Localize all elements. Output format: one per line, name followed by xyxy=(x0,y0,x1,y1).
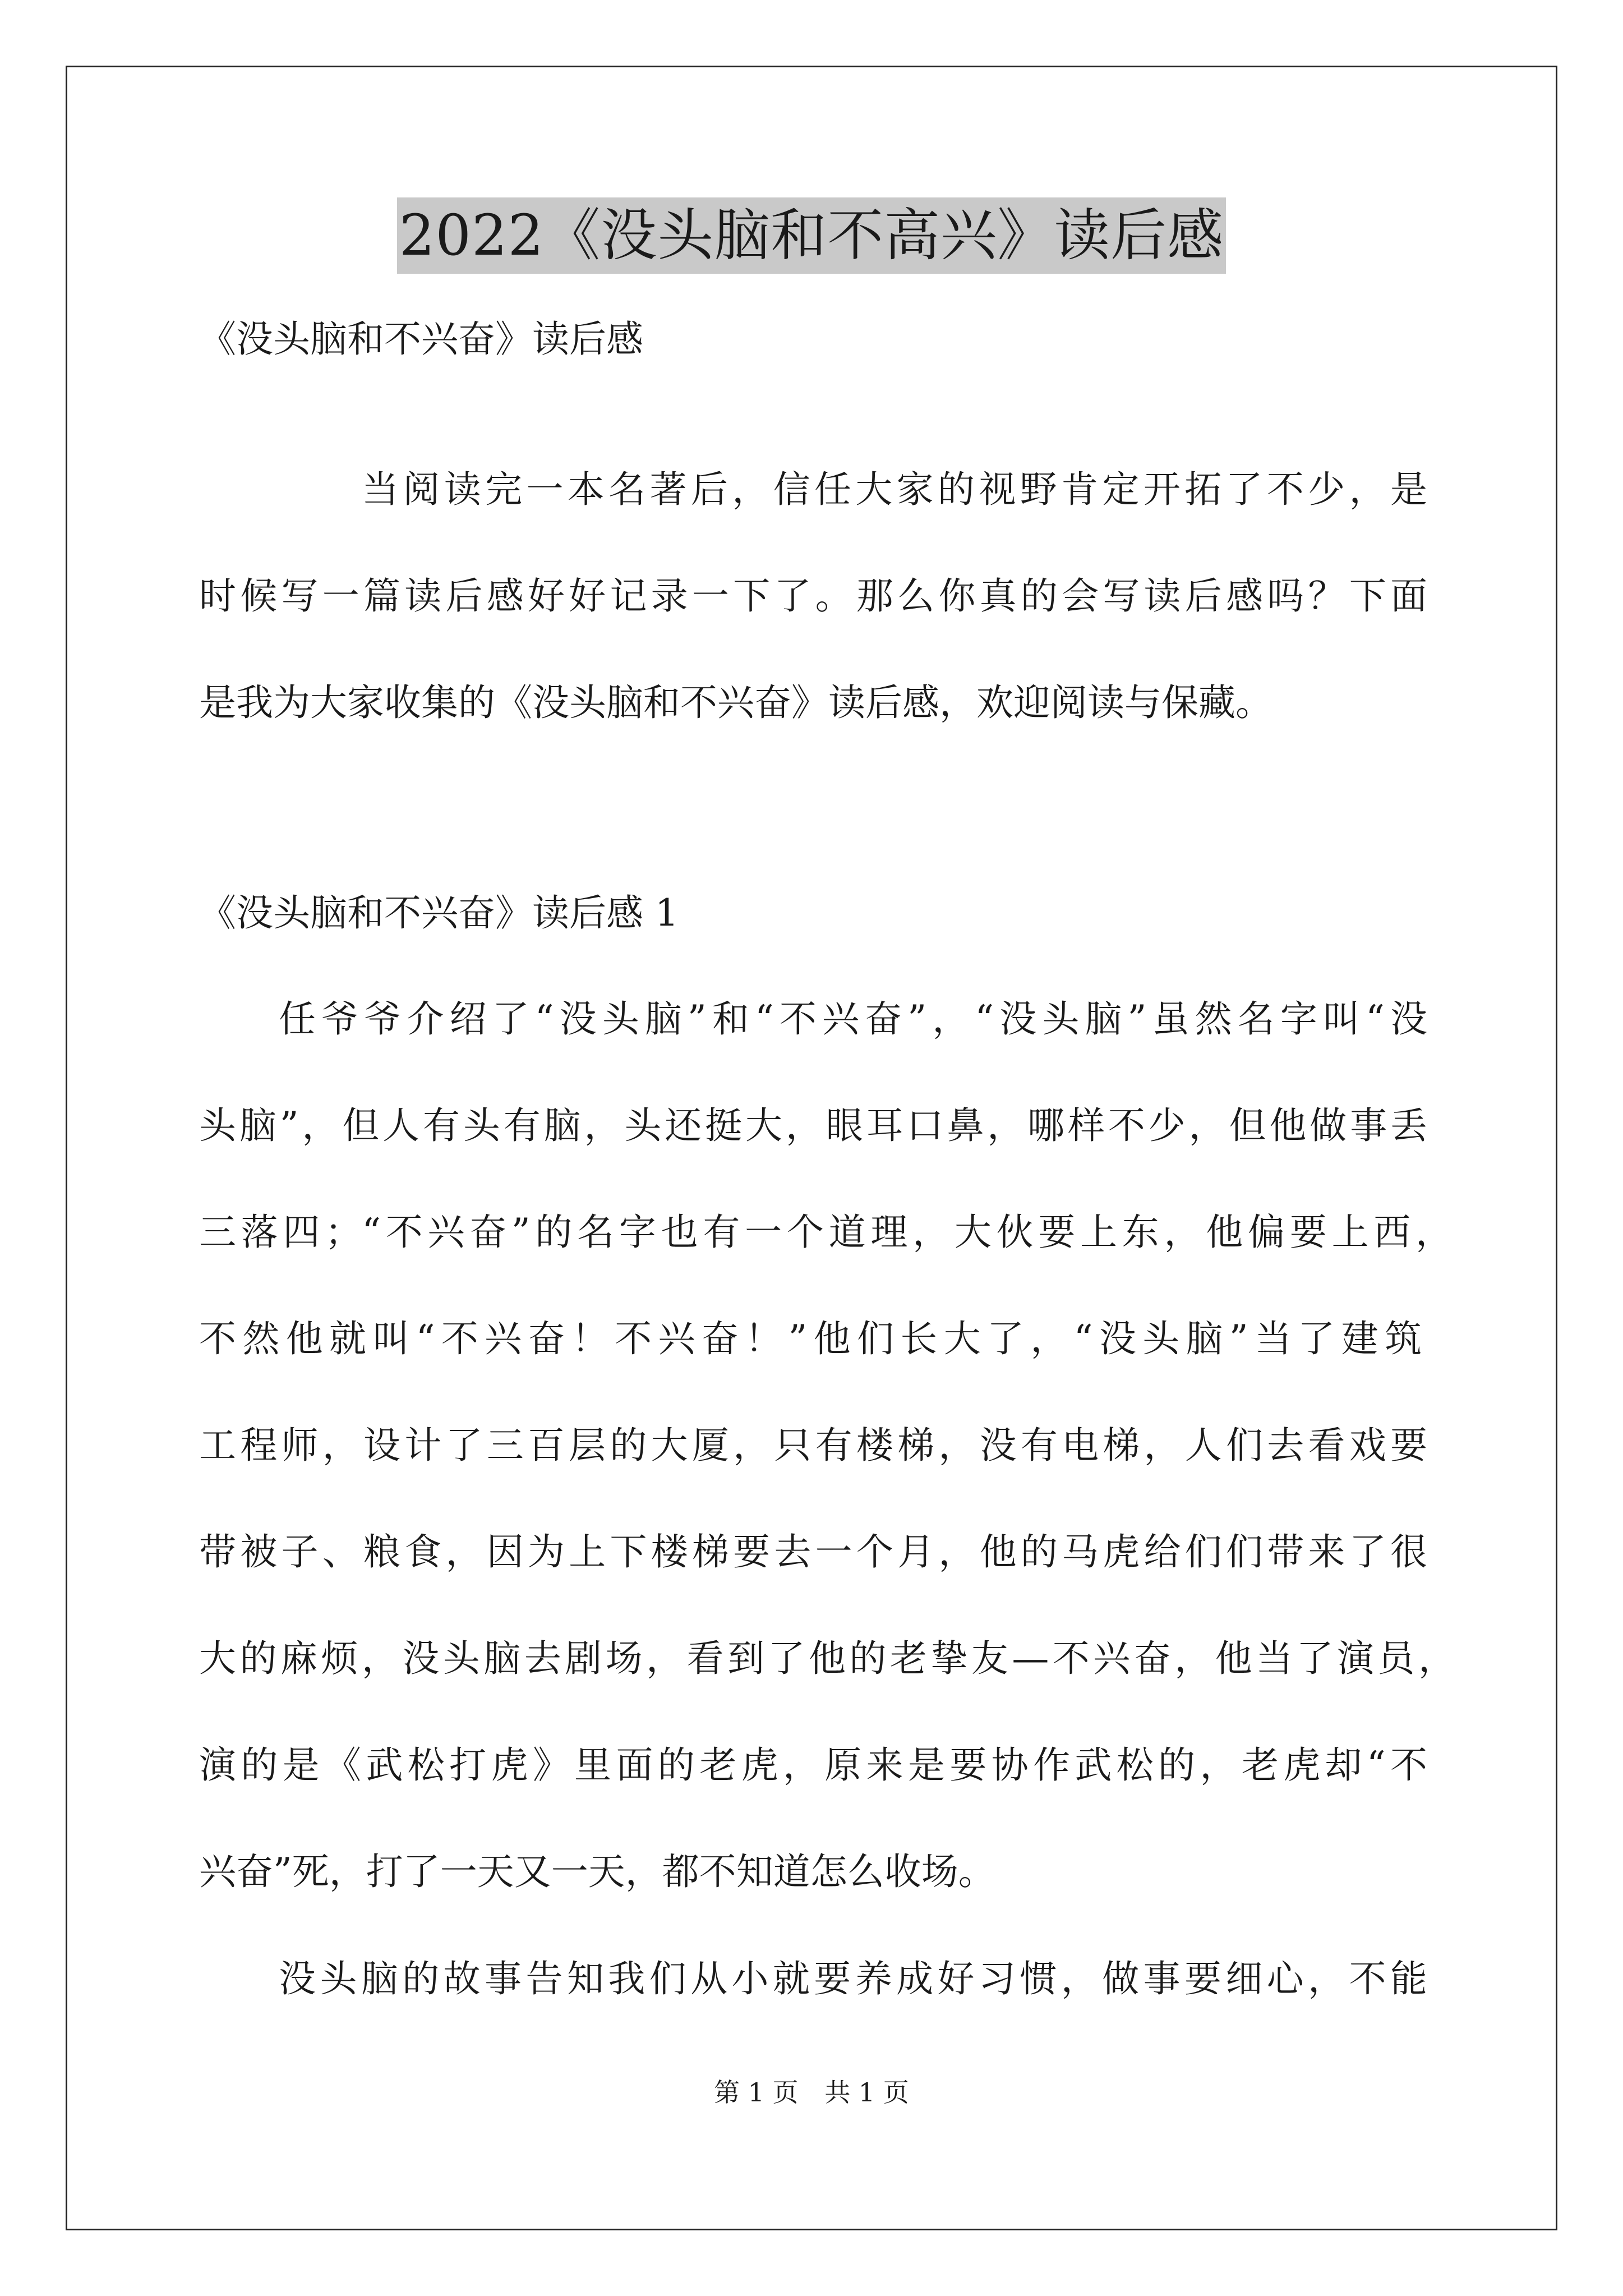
title-wrap xyxy=(0,197,1623,274)
intro-line-3: 是我为大家收集的《没头脑和不兴奋》读后感，欢迎阅读与保藏。 xyxy=(199,681,1272,724)
intro-line-2: 时候写一篇读后感好好记录一下了。那么你真的会写读后感吗？下面 xyxy=(199,574,1427,618)
section2-line-1: 没头脑的故事告知我们从小就要养成好习惯，做事要细心，不能 xyxy=(279,1957,1427,2000)
intro-line-1: 当阅读完一本名著后，信任大家的视野肯定开拓了不少，是 xyxy=(362,468,1427,511)
section1-line-2: 头脑”，但人有头有脑，头还挺大，眼耳口鼻，哪样不少，但他做事丢 xyxy=(199,1104,1427,1147)
page-number: 第 1 页 xyxy=(714,2077,799,2108)
section1-line-4: 不然他就叫“不兴奋！不兴奋！”他们长大了，“没头脑”当了建筑 xyxy=(199,1317,1422,1360)
page-total: 共 1 页 xyxy=(824,2077,909,2108)
page-footer xyxy=(0,2076,1623,2109)
section1-line-3: 三落四；“不兴奋”的名字也有一个道理，大伙要上东，他偏要上西， xyxy=(199,1211,1453,1254)
subtitle: 《没头脑和不兴奋》读后感 xyxy=(199,318,643,361)
section1-line-8: 演的是《武松打虎》里面的老虎，原来是要协作武松的，老虎却“不 xyxy=(199,1743,1427,1787)
section1-line-9: 兴奋”死，打了一天又一天，都不知道怎么收场。 xyxy=(199,1850,995,1893)
section1-line-7: 大的麻烦，没头脑去剧场，看到了他的老挚友—不兴奋，他当了演员， xyxy=(199,1637,1455,1680)
section1-line-6: 带被子、粮食，因为上下楼梯要去一个月，他的马虎给们们带来了很 xyxy=(199,1530,1427,1573)
document-title: 2022《没头脑和不高兴》读后感 xyxy=(397,197,1227,274)
section1-line-5: 工程师，设计了三百层的大厦，只有楼梯，没有电梯，人们去看戏要 xyxy=(199,1424,1427,1467)
section1-heading: 《没头脑和不兴奋》读后感 1 xyxy=(199,891,679,935)
section1-line-1: 任爷爷介绍了“没头脑”和“不兴奋”，“没头脑”虽然名字叫“没 xyxy=(279,997,1427,1041)
